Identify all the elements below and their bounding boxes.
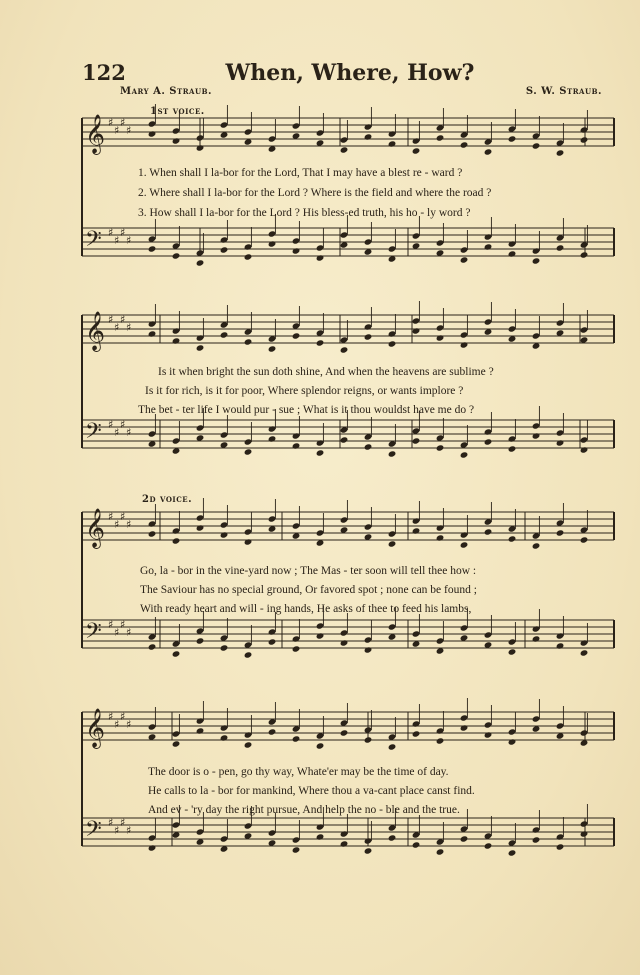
- treble-clef-icon: 𝄞: [85, 708, 106, 748]
- sharp-icon: ♯: [108, 116, 114, 129]
- bass-clef-icon: 𝄢: [85, 817, 102, 847]
- sharp-icon: ♯: [108, 618, 114, 631]
- note-head: [460, 451, 469, 458]
- note-head: [484, 243, 493, 250]
- note-head: [484, 148, 493, 155]
- bass-clef-icon: 𝄢: [85, 227, 102, 257]
- sharp-icon: ♯: [126, 824, 132, 837]
- sharp-icon: ♯: [126, 124, 132, 137]
- note-head: [292, 247, 301, 254]
- note-head: [196, 727, 205, 734]
- note-head: [508, 250, 517, 257]
- lyric-line: 3. How shall I la-bor for the Lord ? His bless-ed truth, his ho - ly word ?: [138, 207, 471, 219]
- lyric-line: 1. When shall I la-bor for the Lord, That I may have a blest re - ward ?: [138, 167, 463, 179]
- note-head: [460, 835, 469, 842]
- page-number: 122: [82, 60, 126, 85]
- note-head: [412, 730, 421, 737]
- sharp-icon: ♯: [108, 710, 114, 723]
- note-head: [580, 830, 589, 837]
- sharp-icon: ♯: [120, 710, 126, 723]
- sharp-icon: ♯: [114, 718, 120, 731]
- note-head: [412, 841, 421, 848]
- note-head: [340, 840, 349, 847]
- note-head: [244, 338, 253, 345]
- note-head: [172, 740, 181, 747]
- sharp-icon: ♯: [114, 626, 120, 639]
- note-head: [436, 737, 445, 744]
- note-head: [556, 642, 565, 649]
- sharp-icon: ♯: [114, 824, 120, 837]
- note-head: [580, 536, 589, 543]
- note-head: [220, 331, 229, 338]
- note-head: [508, 849, 517, 856]
- hymn-title: When, Where, How?: [225, 60, 475, 86]
- note-head: [196, 524, 205, 531]
- sharp-icon: ♯: [120, 618, 126, 631]
- note-head: [580, 251, 589, 258]
- note-head: [460, 341, 469, 348]
- note-head: [580, 446, 589, 453]
- note-head: [532, 635, 541, 642]
- treble-clef-icon: 𝄞: [85, 311, 106, 351]
- note-head: [292, 332, 301, 339]
- note-head: [244, 651, 253, 658]
- sharp-icon: ♯: [120, 226, 126, 239]
- note-head: [244, 741, 253, 748]
- sharp-icon: ♯: [126, 626, 132, 639]
- note-head: [580, 649, 589, 656]
- treble-clef-icon: 𝄞: [85, 114, 106, 154]
- note-head: [316, 742, 325, 749]
- note-head: [292, 442, 301, 449]
- note-head: [148, 643, 157, 650]
- note-head: [484, 842, 493, 849]
- note-head: [508, 445, 517, 452]
- note-head: [148, 530, 157, 537]
- note-head: [364, 333, 373, 340]
- note-head: [460, 541, 469, 548]
- sharp-icon: ♯: [126, 718, 132, 731]
- note-head: [268, 435, 277, 442]
- sharp-icon: ♯: [120, 418, 126, 431]
- sharp-icon: ♯: [114, 426, 120, 439]
- sharp-icon: ♯: [108, 226, 114, 239]
- note-head: [172, 137, 181, 144]
- lyric-line: Is it for rich, is it for poor, Where splendor reigns, or wants implore ?: [145, 385, 464, 397]
- sharp-icon: ♯: [120, 510, 126, 523]
- note-head: [412, 437, 421, 444]
- note-head: [220, 644, 229, 651]
- note-head: [460, 724, 469, 731]
- note-head: [316, 339, 325, 346]
- note-head: [436, 134, 445, 141]
- note-head: [340, 346, 349, 353]
- bass-clef-icon: 𝄢: [85, 419, 102, 449]
- note-head: [340, 146, 349, 153]
- note-head: [148, 130, 157, 137]
- note-head: [436, 848, 445, 855]
- note-head: [148, 330, 157, 337]
- note-head: [436, 334, 445, 341]
- note-head: [196, 344, 205, 351]
- note-head: [508, 738, 517, 745]
- note-head: [556, 439, 565, 446]
- note-head: [292, 846, 301, 853]
- sharp-icon: ♯: [120, 816, 126, 829]
- note-head: [364, 646, 373, 653]
- sharp-icon: ♯: [108, 816, 114, 829]
- note-head: [220, 246, 229, 253]
- note-head: [268, 240, 277, 247]
- note-head: [436, 534, 445, 541]
- note-head: [436, 444, 445, 451]
- note-head: [268, 345, 277, 352]
- note-head: [340, 729, 349, 736]
- voice-label-second: 2d voice.: [142, 494, 193, 505]
- note-head: [172, 650, 181, 657]
- note-head: [244, 253, 253, 260]
- note-head: [340, 436, 349, 443]
- sharp-icon: ♯: [126, 234, 132, 247]
- note-head: [148, 245, 157, 252]
- lyric-line: The Saviour has no special ground, Or favored spot ; none can be found ;: [140, 584, 477, 596]
- note-head: [580, 136, 589, 143]
- note-head: [508, 648, 517, 655]
- note-head: [220, 734, 229, 741]
- note-head: [532, 257, 541, 264]
- note-head: [388, 340, 397, 347]
- lyric-line: Is it when bright the sun doth shine, And when the heavens are sublime ?: [158, 366, 494, 378]
- lyric-line: 2. Where shall I la-bor for the Lord ? Where is the field and where the road ?: [138, 187, 492, 199]
- note-head: [460, 256, 469, 263]
- note-head: [556, 843, 565, 850]
- note-head: [484, 438, 493, 445]
- note-head: [484, 528, 493, 535]
- note-head: [388, 140, 397, 147]
- note-head: [172, 537, 181, 544]
- note-head: [532, 542, 541, 549]
- lyric-line: Go, la - bor in the vine-yard now ; The Mas - ter soon will tell thee how :: [140, 565, 477, 577]
- note-head: [364, 443, 373, 450]
- note-head: [292, 645, 301, 652]
- note-head: [268, 728, 277, 735]
- note-head: [460, 141, 469, 148]
- voice-label-first: 1st voice.: [150, 106, 205, 117]
- note-head: [244, 448, 253, 455]
- sharp-icon: ♯: [126, 518, 132, 531]
- note-head: [220, 531, 229, 538]
- note-head: [196, 259, 205, 266]
- lyric-line: The door is o - pen, go thy way, Whate'er may be the time of day.: [148, 766, 449, 778]
- note-head: [244, 538, 253, 545]
- note-head: [364, 133, 373, 140]
- note-head: [556, 529, 565, 536]
- note-head: [340, 639, 349, 646]
- note-head: [532, 432, 541, 439]
- sharp-icon: ♯: [108, 313, 114, 326]
- note-head: [316, 254, 325, 261]
- composer-credit: S. W. Straub.: [525, 86, 602, 97]
- lyric-line: The bet - ter life I would pur - sue ; What is it thou wouldst have me do ?: [138, 404, 475, 416]
- note-head: [364, 847, 373, 854]
- sharp-icon: ♯: [108, 418, 114, 431]
- sharp-icon: ♯: [114, 234, 120, 247]
- note-head: [508, 535, 517, 542]
- lyric-line: And ev - 'ry day the right pursue, And help the no - ble and the true.: [148, 804, 460, 816]
- treble-clef-icon: 𝄞: [85, 508, 106, 548]
- note-head: [508, 135, 517, 142]
- sharp-icon: ♯: [108, 510, 114, 523]
- note-head: [388, 540, 397, 547]
- lyricist-credit: Mary A. Straub.: [120, 86, 212, 97]
- note-head: [148, 844, 157, 851]
- note-head: [532, 836, 541, 843]
- note-head: [388, 834, 397, 841]
- note-head: [292, 735, 301, 742]
- sharp-icon: ♯: [114, 124, 120, 137]
- sharp-icon: ♯: [114, 321, 120, 334]
- sharp-icon: ♯: [120, 116, 126, 129]
- note-head: [484, 731, 493, 738]
- sharp-icon: ♯: [120, 313, 126, 326]
- lyric-line: With ready heart and will - ing hands, He asks of thee to feed his lambs,: [140, 603, 472, 615]
- note-head: [412, 527, 421, 534]
- bass-clef-icon: 𝄢: [85, 619, 102, 649]
- note-head: [556, 244, 565, 251]
- note-head: [316, 632, 325, 639]
- note-head: [412, 147, 421, 154]
- note-head: [268, 638, 277, 645]
- sharp-icon: ♯: [114, 518, 120, 531]
- note-head: [316, 449, 325, 456]
- note-head: [172, 337, 181, 344]
- sharp-icon: ♯: [126, 321, 132, 334]
- note-head: [388, 743, 397, 750]
- note-head: [556, 149, 565, 156]
- note-head: [388, 450, 397, 457]
- note-head: [412, 327, 421, 334]
- note-head: [316, 833, 325, 840]
- note-head: [532, 142, 541, 149]
- note-head: [196, 637, 205, 644]
- note-head: [172, 252, 181, 259]
- lyric-line: He calls to la - bor for mankind, Where thou a va-cant place canst find.: [148, 785, 475, 797]
- sharp-icon: ♯: [126, 426, 132, 439]
